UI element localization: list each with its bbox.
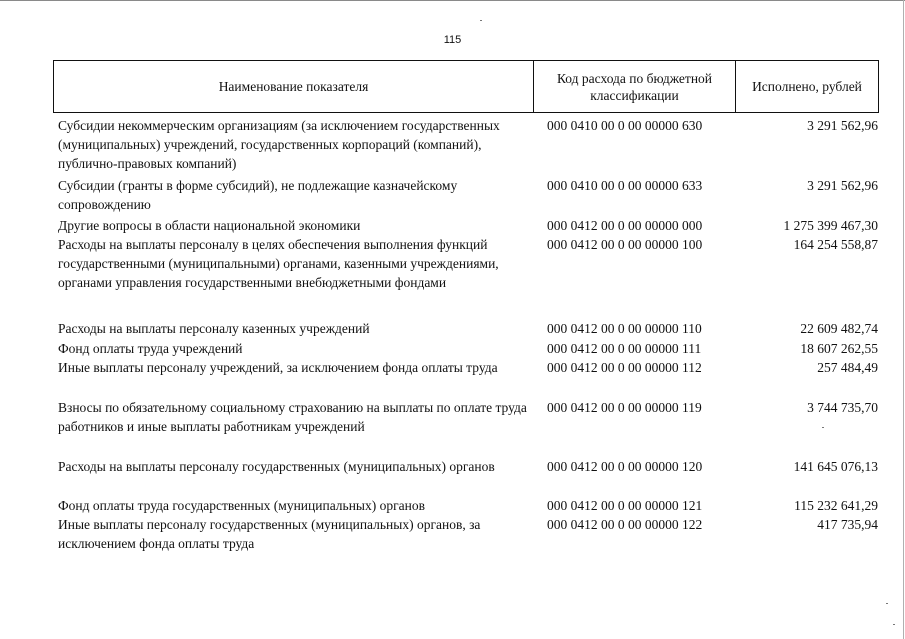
row-code: 000 0412 00 0 00 00000 112 [547, 360, 702, 375]
row-name: Фонд оплаты труда учреждений [58, 341, 243, 356]
row-name: Иные выплаты персоналу учреждений, за исключением фонда оплаты труда [58, 360, 498, 375]
scan-speck [480, 20, 482, 21]
row-amount: 257 484,49 [817, 360, 878, 375]
row-amount: 3 291 562,96 [807, 118, 878, 133]
row-name: Субсидии некоммерческим организациям (за исключением государственных (муниципальных) учреждений, государственных корпораций (компаний), публично-правовых компаний) [58, 118, 500, 171]
row-name: Расходы на выплаты персоналу в целях обеспечения выполнения функций государственными (муниципальными) органами, казенными учреждениями, органами управления государственными внебюджетными фондами [58, 237, 499, 290]
scan-top-edge [0, 0, 905, 1]
header-amount: Исполнено, рублей [752, 79, 862, 94]
page-number: 115 [443, 34, 462, 46]
scan-speck [822, 427, 824, 428]
row-name: Расходы на выплаты персоналу государственных (муниципальных) органов [58, 459, 495, 474]
row-name: Иные выплаты персоналу государственных (муниципальных) органов, за исключением фонда оплаты труда [58, 517, 481, 551]
row-amount: 22 609 482,74 [800, 321, 878, 336]
row-code: 000 0410 00 0 00 00000 633 [547, 178, 703, 193]
row-code: 000 0412 00 0 00 00000 110 [547, 321, 702, 336]
row-amount: 115 232 641,29 [794, 498, 878, 513]
row-name: Расходы на выплаты персоналу казенных учреждений [58, 321, 370, 336]
row-code: 000 0412 00 0 00 00000 120 [547, 459, 703, 474]
row-name: Фонд оплаты труда государственных (муниципальных) органов [58, 498, 425, 513]
row-code: 000 0410 00 0 00 00000 630 [547, 118, 703, 133]
row-code: 000 0412 00 0 00 00000 121 [547, 498, 703, 513]
row-amount: 141 645 076,13 [793, 459, 878, 474]
row-code: 000 0412 00 0 00 00000 119 [547, 400, 702, 415]
row-amount: 3 291 562,96 [807, 178, 878, 193]
table-header [53, 60, 879, 113]
row-code: 000 0412 00 0 00 00000 122 [547, 517, 703, 532]
row-name: Другие вопросы в области национальной экономики [58, 218, 361, 233]
row-code: 000 0412 00 0 00 00000 111 [547, 341, 702, 356]
scan-speck [886, 603, 888, 604]
row-amount: 3 744 735,70 [807, 400, 878, 415]
row-amount: 1 275 399 467,30 [783, 218, 878, 233]
row-code: 000 0412 00 0 00 00000 100 [547, 237, 703, 252]
row-name: Субсидии (гранты в форме субсидий), не подлежащие казначейскому сопровождению [58, 178, 458, 212]
header-name: Наименование показателя [54, 61, 534, 112]
row-name: Взносы по обязательному социальному страхованию на выплаты по оплате труда работников и иные выплаты работникам учреждений [58, 400, 527, 434]
scan-right-edge [903, 0, 904, 639]
row-code: 000 0412 00 0 00 00000 000 [547, 218, 703, 233]
row-amount: 164 254 558,87 [793, 237, 878, 252]
row-amount: 417 735,94 [817, 517, 878, 532]
header-code: Код расхода по бюджетной классификации [534, 61, 736, 112]
row-amount: 18 607 262,55 [800, 341, 878, 356]
scan-speck [893, 624, 895, 625]
